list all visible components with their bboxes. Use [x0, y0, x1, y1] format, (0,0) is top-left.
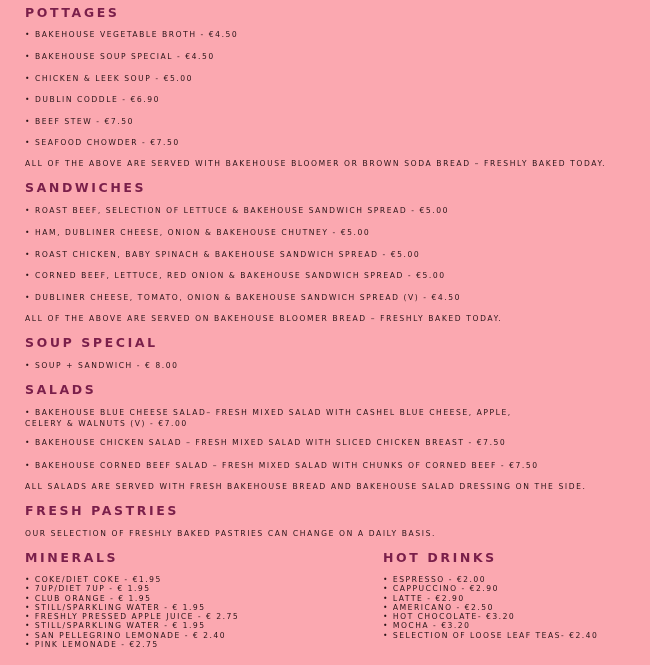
- section-title: FRESH PASTRIES: [25, 503, 179, 518]
- menu-item: • BEEF STEW - €7.50: [25, 117, 135, 126]
- section-note: ALL SALADS ARE SERVED WITH FRESH BAKEHOUSE BREAD AND BAKEHOUSE SALAD DRESSING ON THE SIDE.: [25, 482, 587, 491]
- menu-item: • SELECTION OF LOOSE LEAF TEAS- €2.40: [383, 630, 599, 640]
- menu-item: • BAKEHOUSE CORNED BEEF SALAD – FRESH MIXED SALAD WITH CHUNKS OF CORNED BEEF - €7.50: [25, 461, 539, 470]
- menu-item: • SAN PELLEGRINO LEMONADE - € 2.40: [25, 630, 227, 640]
- hot-drinks-list: [383, 575, 598, 640]
- menu-item: • CLUB ORANGE - € 1.95: [25, 593, 152, 603]
- menu-item: • CAPPUCCINO - €2.90: [383, 584, 499, 594]
- section-title: SALADS: [25, 382, 97, 397]
- section-note: ALL OF THE ABOVE ARE SERVED WITH BAKEHOUSE BLOOMER OR BROWN SODA BREAD – FRESHLY BAKED TODAY.: [25, 159, 607, 168]
- menu-item: • PINK LEMONADE - €2.75: [25, 640, 159, 650]
- menu-item: • SEAFOOD CHOWDER - €7.50: [25, 138, 180, 147]
- menu-item: • BAKEHOUSE SOUP SPECIAL - €4.50: [25, 52, 215, 61]
- menu-item: • BAKEHOUSE VEGETABLE BROTH - €4.50: [25, 30, 239, 39]
- menu-item: • DUBLINER CHEESE, TOMATO, ONION & BAKEHOUSE SANDWICH SPREAD (V) - €4.50: [25, 293, 461, 302]
- menu-item: • ROAST BEEF, SELECTION OF LETTUCE & BAKEHOUSE SANDWICH SPREAD - €5.00: [25, 206, 449, 215]
- menu-item: • ESPRESSO - €2.00: [383, 575, 487, 584]
- section-title: SANDWICHES: [25, 180, 147, 195]
- menu-item: CELERY & WALNUTS (V) - €7.00: [25, 419, 188, 428]
- menu-item: • ROAST CHICKEN, BABY SPINACH & BAKEHOUSE SANDWICH SPREAD - €5.00: [25, 250, 421, 259]
- menu-item: • STILL/SPARKLING WATER - € 1.95: [25, 602, 206, 612]
- menu-item: • SOUP + SANDWICH - € 8.00: [25, 361, 179, 370]
- section-note: ALL OF THE ABOVE ARE SERVED ON BAKEHOUSE BLOOMER BREAD – FRESHLY BAKED TODAY.: [25, 314, 503, 323]
- menu-item: • CORNED BEEF, LETTUCE, RED ONION & BAKEHOUSE SANDWICH SPREAD - €5.00: [25, 271, 446, 280]
- menu-item: • STILL/SPARKLING WATER - € 1.95: [25, 621, 206, 631]
- section-note: OUR SELECTION OF FRESHLY BAKED PASTRIES CAN CHANGE ON A DAILY BASIS.: [25, 529, 437, 538]
- menu-item: • HAM, DUBLINER CHEESE, ONION & BAKEHOUSE CHUTNEY - €5.00: [25, 228, 371, 237]
- menu-item: • HOT CHOCOLATE- €3.20: [383, 612, 516, 622]
- section-title: SOUP SPECIAL: [25, 335, 158, 350]
- menu-item: • LATTE - €2.90: [383, 593, 465, 603]
- menu-item: • 7UP/DIET 7UP - € 1.95: [25, 584, 151, 594]
- menu-item: • BAKEHOUSE CHICKEN SALAD – FRESH MIXED SALAD WITH SLICED CHICKEN BREAST - €7.50: [25, 438, 507, 447]
- menu-item: • AMERICANO - €2.50: [383, 602, 494, 612]
- minerals-list: [25, 575, 239, 649]
- section-title: HOT DRINKS: [383, 550, 497, 565]
- section-title: MINERALS: [25, 550, 119, 565]
- menu-item: • DUBLIN CODDLE - €6.90: [25, 95, 161, 104]
- menu-item: • BAKEHOUSE BLUE CHEESE SALAD– FRESH MIXED SALAD WITH CASHEL BLUE CHEESE, APPLE,: [25, 408, 512, 417]
- menu-item: • CHICKEN & LEEK SOUP - €5.00: [25, 74, 194, 83]
- section-title: POTTAGES: [25, 5, 120, 20]
- menu-item: • FRESHLY PRESSED APPLE JUICE - € 2.75: [25, 612, 240, 622]
- menu-item: • COKE/DIET COKE - €1.95: [25, 575, 162, 584]
- menu-item: • MOCHA - €3.20: [383, 621, 471, 631]
